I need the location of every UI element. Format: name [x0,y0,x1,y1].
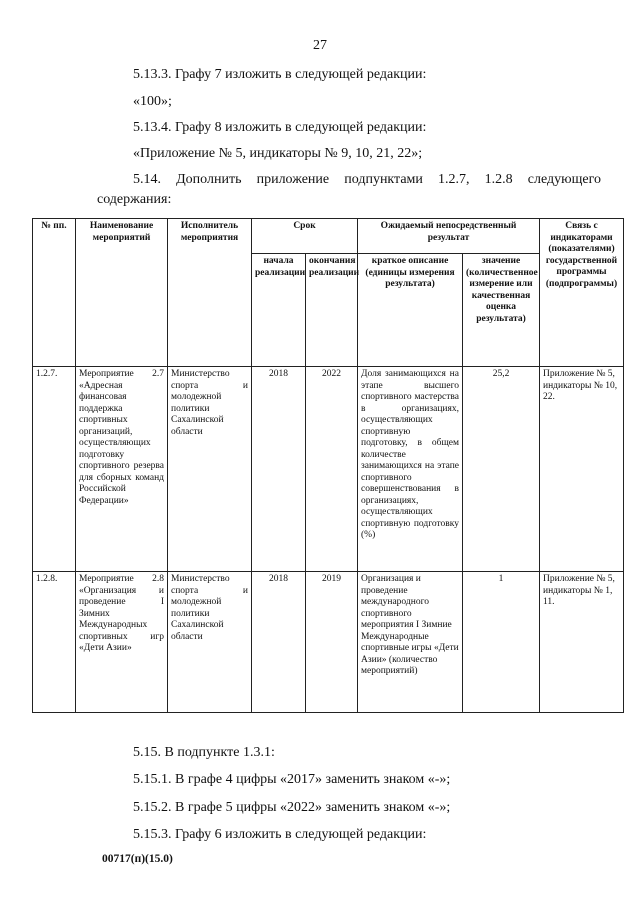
measures-table [32,218,624,713]
row-name: Мероприятие 2.7 «Адресная финансовая поддержка спортивных организаций, осуществляющих подготовку спортивного резерва для сборных команд Российской Федерации» [76,367,168,572]
row-num: 1.2.8. [33,572,76,713]
header-term-end: окончания реализации [306,254,358,367]
row-num: 1.2.7. [33,367,76,572]
paragraph-value-100: «100»; [133,94,172,109]
row-value: 25,2 [463,367,540,572]
row-desc: Доля занимающихся на этапе высшего спортивного мастерства в организациях, осуществляющих спортивную подготовку, в общем количестве занимающихся на этапе спортивного совершенствования в организациях, осуществляющих спортивную подготовку (%) [358,367,463,572]
row-end: 2019 [306,572,358,713]
header-executor: Исполнитель мероприятия [168,219,252,367]
table-row [33,367,624,572]
paragraph-5-13-3: 5.13.3. Графу 7 изложить в следующей редакции: [133,67,427,82]
page-number: 27 [313,38,327,53]
row-end: 2022 [306,367,358,572]
document-footer-code: 00717(п)(15.0) [102,853,173,865]
table-row [33,572,624,713]
header-exp-desc: краткое описание (единицы измерения результата) [358,254,463,367]
row-desc: Организация и проведение международного спортивного мероприятия I Зимние Международные спортивные игры «Дети Азии» (количество мероприятий) [358,572,463,713]
header-name: Наименование мероприятий [76,219,168,367]
paragraph-5-14: 5.14. Дополнить приложение подпунктами 1.2.7, 1.2.8 следующего [133,172,601,187]
header-term: Срок [252,219,358,254]
paragraph-5-15-1: 5.15.1. В графе 4 цифры «2017» заменить знаком «-»; [133,772,451,787]
row-executor: Министерство спорта и молодежной политики Сахалинской области [168,572,252,713]
paragraph-5-14-cont: содержания: [97,192,172,207]
header-link: Связь с индикаторами (показателями) государственной программы (подпрограммы) [540,219,624,367]
header-num: № пп. [33,219,76,367]
header-exp-value: значение (количественное измерение или качественная оценка результата) [463,254,540,367]
row-executor: Министерство спорта и молодежной политики Сахалинской области [168,367,252,572]
row-link: Приложение № 5, индикаторы № 10, 22. [540,367,624,572]
paragraph-5-15: 5.15. В подпункте 1.3.1: [133,745,275,760]
row-name: Мероприятие 2.8 «Организация и проведение I Зимних Международных спортивных игр «Дети Азии» [76,572,168,713]
row-start: 2018 [252,367,306,572]
paragraph-appendix-5: «Приложение № 5, индикаторы № 9, 10, 21, 22»; [133,146,423,161]
paragraph-5-13-4: 5.13.4. Графу 8 изложить в следующей редакции: [133,120,427,135]
header-term-start: начала реализации [252,254,306,367]
paragraph-5-15-2: 5.15.2. В графе 5 цифры «2022» заменить знаком «-»; [133,800,451,815]
row-start: 2018 [252,572,306,713]
row-value: 1 [463,572,540,713]
paragraph-5-15-3: 5.15.3. Графу 6 изложить в следующей редакции: [133,827,427,842]
row-link: Приложение № 5, индикаторы № 1, 11. [540,572,624,713]
header-expected: Ожидаемый непосредственный результат [358,219,540,254]
